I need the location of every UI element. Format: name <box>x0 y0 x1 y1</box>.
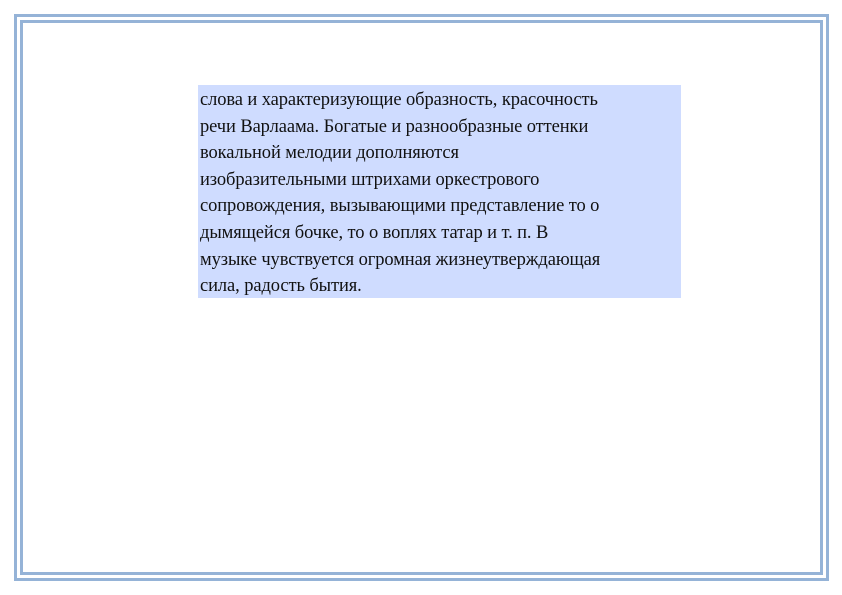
text-line: слова и характеризующие образность, красочность <box>200 90 598 110</box>
text-line: изобразительными штрихами оркестрового <box>200 169 540 190</box>
text-line: дымящейся бочке, то о воплях татар и т. п. В <box>200 222 549 243</box>
text-line: речи Варлаама. Богатые и разнообразные оттенки <box>200 116 589 137</box>
text-line: сила, радость бытия. <box>200 276 362 297</box>
text-line: вокальной мелодии дополняются <box>200 143 459 164</box>
text-line: музыке чувствуется огромная жизнеутверждающая <box>200 249 601 270</box>
highlighted-text-block <box>198 85 681 298</box>
text-line: сопровождения, вызывающими представление то о <box>200 196 600 217</box>
